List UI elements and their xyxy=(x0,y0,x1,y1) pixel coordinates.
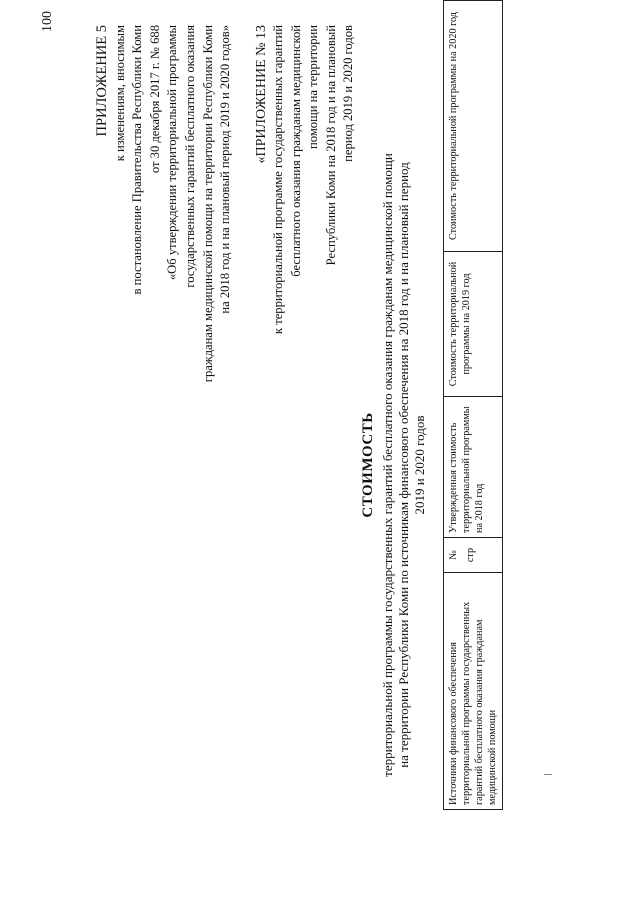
appendix-5-line: «Об утверждении территориальной программы xyxy=(165,25,180,281)
appendix-13-line: период 2019 и 2020 годов xyxy=(341,25,356,162)
appendix-5-title: ПРИЛОЖЕНИЕ 5 xyxy=(94,25,110,137)
document-heading xyxy=(360,145,428,785)
page-number: 100 xyxy=(40,11,55,32)
heading-line: территориальной программы государственных гарантий бесплатного оказания гражданам медицинской помощи xyxy=(380,153,395,777)
header-cell-source: Источники финансового обеспечения территориальной программы государственных гарантий бесплатного оказания гражданам медицинской помощи xyxy=(444,573,503,810)
appendix-5-line: в постановление Правительства Республики Коми xyxy=(130,25,145,295)
appendix-13-line: бесплатного оказания гражданам медицинской xyxy=(288,25,303,277)
appendix-13-block xyxy=(253,25,357,585)
header-row-number-line-2: стр xyxy=(465,547,476,563)
table-header-row xyxy=(444,1,503,810)
header-cell-2018: Утвержденная стоимость территориальной программы на 2018 год xyxy=(444,397,503,538)
appendix-5-block xyxy=(94,25,235,585)
heading-line: на территории Республики Коми по источникам финансового обеспечения на 2018 год и на плановый период xyxy=(396,162,411,768)
appendix-5-line: государственных гарантий бесплатного оказания xyxy=(182,25,197,288)
header-cell-2019: Стоимость территориальной программы на 2019 год xyxy=(444,252,503,397)
header-row-number-line-1: № xyxy=(448,550,459,560)
heading-line: 2019 и 2020 годов xyxy=(412,415,427,515)
cost-table xyxy=(443,0,503,810)
appendix-5-line: к изменениям, вносимым xyxy=(112,25,127,162)
scan-mark xyxy=(544,774,552,775)
appendix-5-line: от 30 декабря 2017 г. № 688 xyxy=(147,25,162,174)
appendix-13-line: Республики Коми на 2018 год и на плановый xyxy=(323,25,338,266)
appendix-13-title: «ПРИЛОЖЕНИЕ № 13 xyxy=(254,25,269,164)
appendix-5-line: на 2018 год и на плановый период 2019 и 2020 годов» xyxy=(218,25,233,314)
header-cell-2020: Стоимость территориальной программы на 2020 год xyxy=(444,1,503,252)
heading-title: СТОИМОСТЬ xyxy=(360,412,376,518)
header-cell-row-number xyxy=(444,538,503,573)
appendix-13-line: помощи на территории xyxy=(306,25,321,149)
appendix-5-line: гражданам медицинской помощи на территории Республики Коми xyxy=(200,25,215,383)
appendix-13-line: к территориальной программе государственных гарантий xyxy=(271,25,286,335)
